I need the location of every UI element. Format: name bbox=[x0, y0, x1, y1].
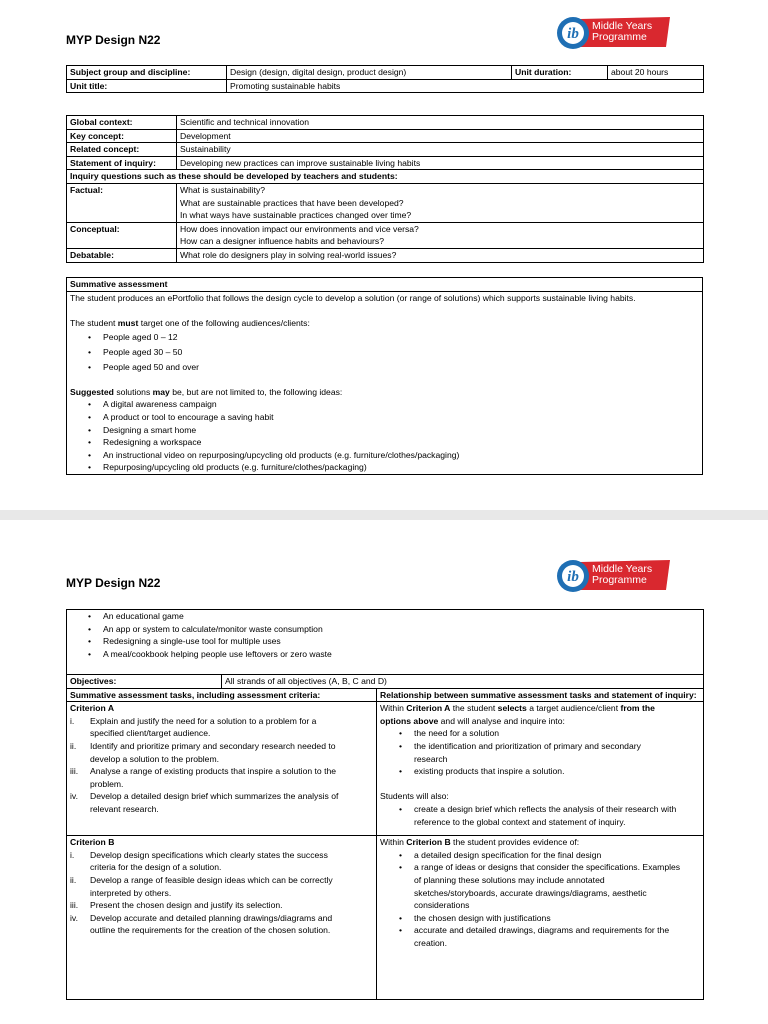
svg-text:Programme: Programme bbox=[592, 574, 647, 586]
relationship-column-heading: Relationship between summative assessment tasks and statement of inquiry: bbox=[377, 688, 704, 702]
audience-item: • People aged 50 and over bbox=[70, 361, 699, 374]
statement-value: Developing new practices can improve sustainable living habits bbox=[177, 156, 704, 170]
svg-text:Programme: Programme bbox=[592, 31, 647, 43]
ideas-instruction: Suggested solutions may be, but are not limited to, the following ideas: bbox=[70, 386, 343, 397]
audience-item: • People aged 30 – 50 bbox=[70, 346, 699, 359]
criterion-b-intro: Within Criterion B the student provides evidence of: bbox=[380, 837, 580, 848]
subject-value: Design (design, digital design, product design) bbox=[227, 66, 512, 80]
conceptual-label: Conceptual: bbox=[67, 222, 177, 248]
criterion-a-task: ii. Identify and prioritize primary and secondary research needed to develop a solution to the problem. bbox=[70, 740, 336, 764]
criterion-a-intro: Within Criterion A the student selects a target audience/client from the bbox=[380, 703, 655, 714]
criterion-b-task: iv. Develop accurate and detailed planning drawings/diagrams and outline the requirements for the creation of the chosen solution. bbox=[70, 912, 333, 936]
criterion-a-task: iv. Develop a detailed design brief which summarizes the analysis of relevant research. bbox=[70, 791, 339, 814]
relationship-item: • the identification and prioritization of primary and secondary research bbox=[380, 740, 700, 765]
svg-text:ib: ib bbox=[567, 569, 579, 585]
summative-intro: The student produces an ePortfolio that follows the design cycle to develop a solution (or range of solutions) which supports sustainable living habits. bbox=[70, 292, 636, 303]
idea-item: • An instructional video on repurposing/upcycling old products (e.g. furniture/clothes/packaging) bbox=[70, 449, 699, 462]
criterion-a-task: i. Explain and justify the need for a solution to a problem for a specified client/target audience. bbox=[70, 715, 317, 739]
students-also: Students will also: bbox=[380, 791, 449, 802]
relationship-item: • the need for a solution bbox=[380, 727, 700, 740]
global-context-value: Scientific and technical innovation bbox=[177, 116, 704, 130]
criterion-a-relationship: Within Criterion A the student selects a target audience/client from the options above and will analyse and inquire into: • the need for a solution • the identification and prioritization of primary and secondary research • existing products that inspire a solution. Students will also: • create a design brief which reflects the analysis of their research with reference to the global context and statement of inquiry. bbox=[377, 702, 704, 836]
factual-question: What is sustainability? bbox=[180, 184, 266, 195]
target-instruction: The student must target one of the following audiences/clients: bbox=[70, 317, 310, 328]
svg-text:Middle Years: Middle Years bbox=[592, 563, 653, 575]
assessment-table bbox=[66, 609, 704, 1000]
idea-item: • A digital awareness campaign bbox=[70, 398, 699, 411]
idea-item: • Designing a smart home bbox=[70, 424, 699, 437]
relationship-item: • create a design brief which reflects the analysis of their research with reference to the global context and statement of inquiry. bbox=[380, 803, 700, 828]
unit-info-table bbox=[66, 65, 704, 93]
summative-assessment-table bbox=[66, 277, 703, 475]
svg-text:ib: ib bbox=[567, 26, 579, 42]
relationship-item: • accurate and detailed drawings, diagrams and requirements for the creation. bbox=[380, 924, 700, 949]
svg-text:Middle Years: Middle Years bbox=[592, 20, 653, 32]
relationship-item: • a detailed design specification for the final design bbox=[380, 849, 700, 862]
duration-value: about 20 hours bbox=[608, 66, 704, 80]
debatable-question: What role do designers play in solving real-world issues? bbox=[177, 248, 704, 262]
summative-heading: Summative assessment bbox=[67, 278, 703, 292]
key-concept-label: Key concept: bbox=[67, 129, 177, 143]
unit-title-label: Unit title: bbox=[67, 79, 227, 93]
page-title: MYP Design N22 bbox=[66, 33, 161, 47]
ideas-continued bbox=[67, 610, 704, 675]
factual-question: What are sustainable practices that have been developed? bbox=[180, 197, 404, 208]
criterion-b-relationship bbox=[377, 836, 704, 1000]
subject-label: Subject group and discipline: bbox=[67, 66, 227, 80]
inquiry-questions-heading: Inquiry questions such as these should be developed by teachers and students: bbox=[67, 170, 704, 184]
criterion-b-tasks bbox=[67, 836, 377, 1000]
debatable-label: Debatable: bbox=[67, 248, 177, 262]
global-context-label: Global context: bbox=[67, 116, 177, 130]
idea-item: • A product or tool to encourage a saving habit bbox=[70, 411, 699, 424]
page-title: MYP Design N22 bbox=[66, 576, 161, 590]
conceptual-question: How does innovation impact our environments and vice versa? bbox=[180, 223, 419, 234]
inquiry-table bbox=[66, 115, 704, 263]
objectives-value: All strands of all objectives (A, B, C and D) bbox=[222, 675, 704, 689]
tasks-column-heading: Summative assessment tasks, including assessment criteria: bbox=[67, 688, 377, 702]
criterion-b-task: iii. Present the chosen design and justify its selection. bbox=[70, 900, 283, 911]
criterion-b-task: ii. Develop a range of feasible design ideas which can be correctly interpreted by others. bbox=[70, 874, 333, 898]
idea-item: • An educational game bbox=[70, 610, 700, 623]
audience-item: • People aged 0 – 12 bbox=[70, 331, 699, 344]
conceptual-questions bbox=[177, 222, 704, 248]
idea-item: • Redesigning a single-use tool for multiple uses bbox=[70, 635, 700, 648]
objectives-label: Objectives: bbox=[67, 675, 222, 689]
statement-label: Statement of inquiry: bbox=[67, 156, 177, 170]
criterion-a-tasks bbox=[67, 702, 377, 836]
factual-question: In what ways have sustainable practices changed over time? bbox=[180, 210, 412, 221]
factual-label: Factual: bbox=[67, 183, 177, 222]
unit-title-value: Promoting sustainable habits bbox=[227, 79, 704, 93]
related-concept-value: Sustainability bbox=[177, 143, 704, 157]
relationship-item: • the chosen design with justifications bbox=[380, 912, 700, 925]
relationship-item: • existing products that inspire a solution. bbox=[380, 765, 700, 778]
summative-body bbox=[67, 291, 703, 474]
ib-myp-logo bbox=[556, 558, 672, 594]
idea-item: • Redesigning a workspace bbox=[70, 436, 699, 449]
criterion-a-title: Criterion A bbox=[70, 703, 115, 714]
criterion-a-task: iii. Analyse a range of existing products that inspire a solution to the problem. bbox=[70, 766, 337, 789]
criterion-b-task: i. Develop design specifications which clearly states the success criteria for the design of a solution. bbox=[70, 849, 328, 873]
document-page-1 bbox=[0, 0, 768, 510]
duration-label: Unit duration: bbox=[512, 66, 608, 80]
criterion-b-title: Criterion B bbox=[70, 837, 115, 848]
ib-myp-logo bbox=[556, 15, 672, 51]
idea-item: • Repurposing/upcycling old products (e.g. furniture/clothes/packaging) bbox=[70, 461, 699, 474]
related-concept-label: Related concept: bbox=[67, 143, 177, 157]
document-page-2 bbox=[0, 520, 768, 1024]
factual-questions bbox=[177, 183, 704, 222]
key-concept-value: Development bbox=[177, 129, 704, 143]
conceptual-question: How can a designer influence habits and behaviours? bbox=[180, 236, 384, 247]
idea-item: • An app or system to calculate/monitor waste consumption bbox=[70, 623, 700, 636]
idea-item: • A meal/cookbook helping people use leftovers or zero waste bbox=[70, 648, 700, 661]
relationship-item: • a range of ideas or designs that consider the specifications. Examples of planning these solutions may include annotated sketches/storyboards, accurate drawings/diagrams, aesthetic considerations bbox=[380, 861, 700, 911]
